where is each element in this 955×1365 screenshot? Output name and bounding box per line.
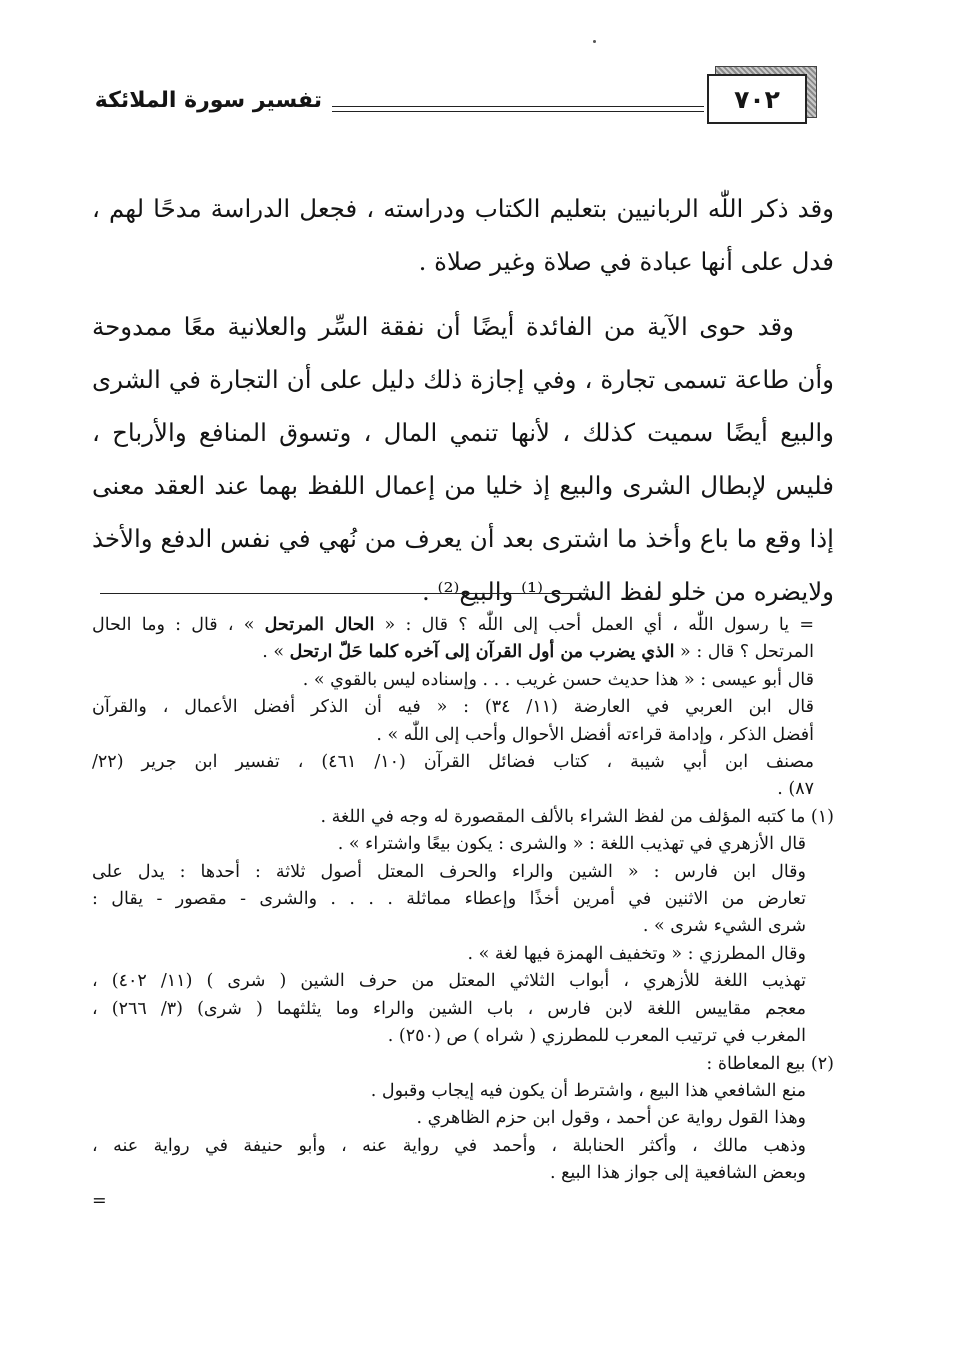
- footnote-line: [92, 694, 834, 721]
- running-title: تفسير سورة الملائكة: [94, 88, 322, 113]
- footnote-text: وهذا القول رواية عن أحمد ، وقول ابن حزم الظاهري .: [416, 1108, 806, 1129]
- stray-dot: [593, 40, 596, 43]
- footnote-text: = يا رسول اللّٰه ، أي العمل أحب إلى اللّٰه ؟ قال : «: [374, 615, 814, 635]
- header-rule: [332, 111, 704, 112]
- footnote-text: قال الأزهري في تهذيب اللغة : « والشرى : يكون بيعًا واشتراء » .: [337, 834, 806, 855]
- footnote-text: » ، قال : وما الحال: [92, 615, 265, 635]
- page-number-box: [707, 66, 817, 126]
- footnote-line: [92, 749, 834, 776]
- footnote-text: وبعض الشافعية إلى جواز هذا البيع .: [549, 1163, 806, 1184]
- footnote-line: [92, 1105, 834, 1132]
- body-paragraph-2: وقد حوى الآية من الفائدة أيضًا أن نفقة السِّر والعلانية معًا ممدوحة وأن طاعة تسمى تجارة ، وفي إجازة ذلك دليل على أن التجارة في الشرى والبيع أيضًا سميت كذلك ، لأنها تنمي المال ، وتسوق المنافع والأرباح ، فليس لإبطال الشرى والبيع إذ خليا من إعمال اللفظ بهما عند العقد معنى إذا وقع ما باع وأخذ ما اشترى بعد أن يعرف من نُهي في نفس الدفع والأخذ ولايضره من خلو لفظ الشرى⁽¹⁾ والبيع⁽²⁾ .: [92, 312, 834, 606]
- footnote-text: » .: [262, 642, 290, 663]
- footnote-text: وذهب مالك ، وأكثر الحنابلة ، وأحمد في رواية عنه ، وأبو حنيفة في رواية عنه ،: [92, 1135, 806, 1156]
- footnote-line: [92, 1133, 834, 1160]
- footnote-text: أفضل الذكر ، وإدامة قراءته أفضل الأحوال وأحب إلى اللّٰه » .: [376, 724, 814, 745]
- footnote-text: قال ابن العربي في العارضة (١١/ ٣٤) : « فيه أن الذكر أفضل الأعمال ، والقرآن: [92, 697, 814, 718]
- footnote-line: [92, 1051, 834, 1078]
- footnote-line: [92, 1188, 834, 1215]
- footnote-line: [92, 667, 834, 694]
- footnote-line: [92, 776, 834, 803]
- footnote-line: [92, 1160, 834, 1187]
- footnote-text: المرتحل ؟ قال : «: [674, 642, 814, 663]
- body-paragraph-1: وقد ذكر اللّٰه الربانيين بتعليم الكتاب ودراسته ، فجعل الدراسة مدحًا لهم ، فدل على أنها عبادة في صلاة وغير صلاة .: [92, 194, 834, 276]
- footnote-line: [92, 913, 834, 940]
- footnote-line: [92, 831, 834, 858]
- footnote-text: قال أبو عيسى : « هذا حديث حسن غريب . . . وإسناده ليس بالقوي » .: [302, 669, 814, 690]
- footnote-line: [92, 722, 834, 749]
- footnote-text: (٢) بيع المعاطاة :: [706, 1053, 834, 1074]
- footnote-text: (١) ما كتبه المؤلف من لفظ الشراء بالألف المقصورة له وجه في اللغة .: [320, 806, 834, 827]
- footnote-text: ٨٧) .: [777, 779, 814, 800]
- footnote-text: منع الشافعي هذا البيع ، واشترط أن يكون فيه إيجاب وقبول .: [370, 1080, 806, 1101]
- footnote-separator-underline: [100, 593, 585, 594]
- footnote-text: المغرب في ترتيب المعرب للمطرزي ( شراه ) ص (٢٥٠) .: [387, 1026, 806, 1047]
- footnote-line: [92, 804, 834, 831]
- footnotes-section: [92, 612, 834, 1215]
- footnote-line: [92, 886, 834, 913]
- footnote-text: =: [92, 1190, 107, 1211]
- footnote-text: تعارض من الاثنين في أمرين أخذًا وإعطاء مماثلة . . . . والشرى - مقصور - يقال :: [92, 889, 806, 910]
- footnote-text: تهذيب اللغة للأزهري ، أبواب الثلاثي المعتل من حرف الشين ( شرى ) (١١/ ٤٠٢) ،: [92, 971, 806, 992]
- footnote-line: [92, 639, 834, 666]
- footnote-line: [92, 612, 834, 639]
- footnote-text: وقال ابن فارس : « الشين والراء والحرف المعتل أصول ثلاثة : أحدها : يدل على: [92, 861, 806, 882]
- footnote-text: شرى الشيء شرى » .: [642, 916, 806, 937]
- footnote-text: معجم مقاييس اللغة لابن فارس ، باب الشين والراء وما يثلثهما ( شرى) (٣/ ٢٦٦) ،: [92, 998, 806, 1019]
- footnote-line: [92, 1078, 834, 1105]
- footnote-line: [92, 859, 834, 886]
- footnote-text: وقال المطرزي : « وتخفيف الهمزة فيها لغة » .: [467, 943, 806, 964]
- footnote-line: [92, 968, 834, 995]
- footnote-bold-text: الحال المرتحل: [264, 615, 375, 635]
- footnote-text: مصنف ابن أبي شيبة ، كتاب فضائل القرآن (١٠/ ٤٦١) ، تفسير ابن جرير (٢٢/: [92, 752, 814, 773]
- footnote-line: [92, 941, 834, 968]
- header-rule: [332, 106, 704, 107]
- footnote-bold-text: الذي يضرب من أول القرآن إلى آخره كلما حَلّ ارتحل: [289, 642, 675, 663]
- footnote-line: [92, 1023, 834, 1050]
- page-number: ٧٠٢: [707, 74, 807, 124]
- footnote-line: [92, 996, 834, 1023]
